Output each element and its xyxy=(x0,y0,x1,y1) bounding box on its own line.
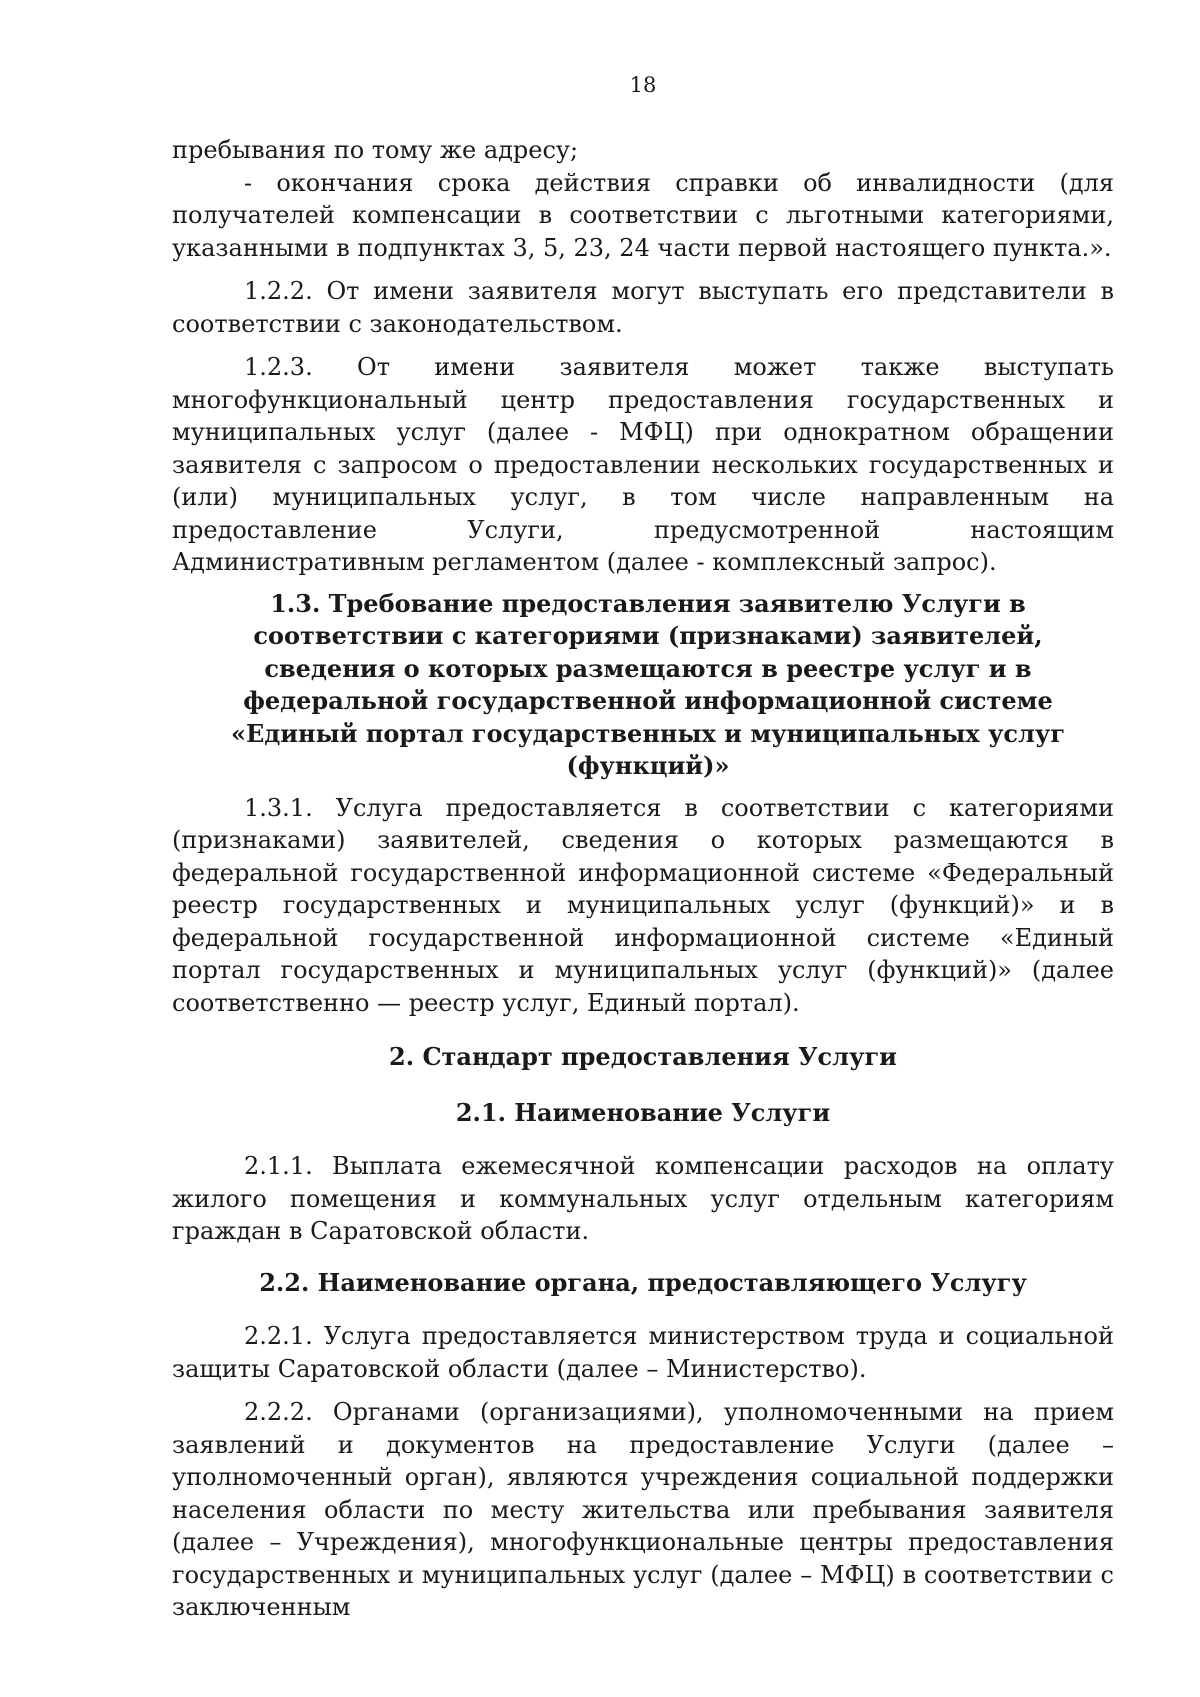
paragraph-disability-certificate: - окончания срока действия справки об инвалидности (для получателей компенсации в соответствии с льготными категориями, указанными в подпунктах 3, 5, 23, 24 части первой настоящего пункта.». xyxy=(172,168,1114,262)
paragraph-1-2-3: 1.2.3. От имени заявителя может также выступать многофункциональный центр предоставления государственных и муниципальных услуг (далее - МФЦ) при однократном обращении заявителя с запросом о предоставлении нескольких государственных и (или) муниципальных услуг, в том числе направленным на предоставление Услуги, предусмотренной настоящим Административным регламентом (далее - комплексный запрос). xyxy=(172,353,1114,576)
paragraph-2-2-2: 2.2.2. Органами (организациями), уполномоченными на прием заявлений и документов на предоставление Услуги (далее – уполномоченный орган), являются учреждения социальной поддержки населения области по месту жительства или пребывания заявителя (далее – Учреждения), многофункциональные центры предоставления государственных и муниципальных услуг (далее – МФЦ) в соответствии с заключенным xyxy=(172,1398,1114,1621)
paragraph-continuation: пребывания по тому же адресу; xyxy=(172,136,579,164)
heading-2-standard: 2. Стандарт предоставления Услуги xyxy=(389,1042,897,1071)
page-number: 18 xyxy=(629,73,657,97)
heading-2-2: 2.2. Наименование органа, предоставляющего Услугу xyxy=(259,1267,1027,1297)
paragraph-2-1-1: 2.1.1. Выплата ежемесячной компенсации расходов на оплату жилого помещения и коммунальных услуг отдельным категориям граждан в Саратовской области. xyxy=(172,1152,1114,1245)
paragraph-2-2-1: 2.2.1. Услуга предоставляется министерством труда и социальной защиты Саратовской области (далее – Министерство). xyxy=(172,1322,1114,1383)
paragraph-1-3-1: 1.3.1. Услуга предоставляется в соответствии с категориями (признаками) заявителей, сведения о которых размещаются в федеральной государственной информационной системе «Федеральный реестр государственных и муниципальных услуг (функций)» и в федеральной государственной информационной системе «Единый портал государственных и муниципальных услуг (функций)» (далее соответственно — реестр услуг, Единый портал). xyxy=(172,793,1114,1017)
heading-1-3: 1.3. Требование предоставления заявителю Услуги в соответствии с категориями (признаками) заявителей, сведения о которых размещаются в реестре услуг и в федеральной государственной информационной системе «Единый портал государственных и муниципальных услуг (функций)» xyxy=(230,588,1066,780)
heading-2-1: 2.1. Наименование Услуги xyxy=(455,1097,831,1127)
paragraph-1-2-2: 1.2.2. От имени заявителя могут выступать его представители в соответствии с законодательством. xyxy=(172,277,1114,338)
document-body xyxy=(172,134,1114,1624)
